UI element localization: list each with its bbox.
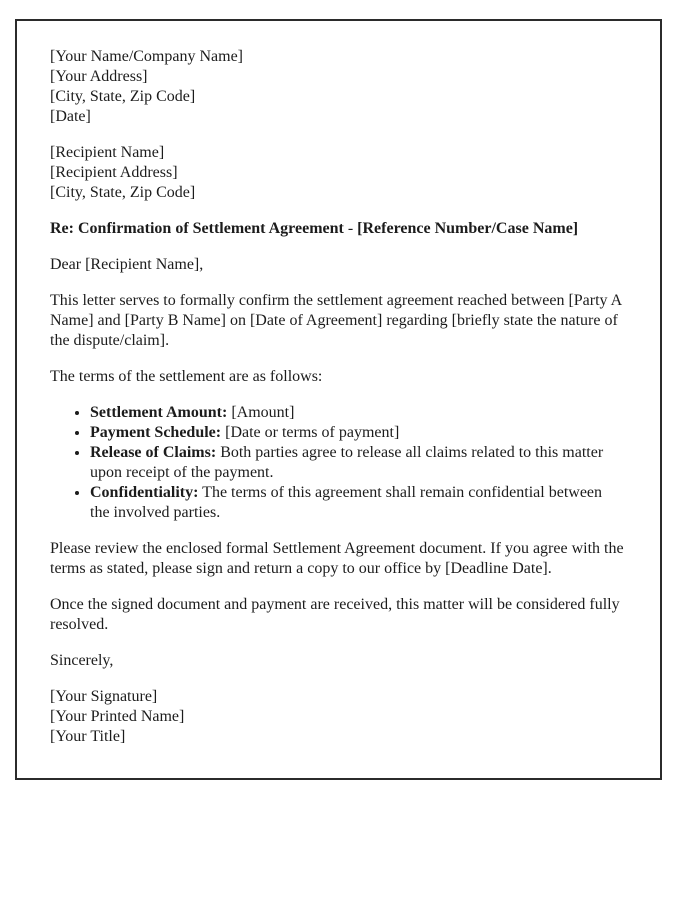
sender-address-line: [Your Address] bbox=[50, 68, 148, 85]
subject-reference: [Reference Number/Case Name] bbox=[357, 220, 579, 237]
intro-paragraph: This letter serves to formally confirm the settlement agreement reached between [Party A Name] and [Party B Name] on [Date of Agreement] regarding [briefly state the nature of the dispute/claim]. bbox=[50, 292, 622, 349]
term-text: [Date or terms of payment] bbox=[225, 424, 400, 441]
review-paragraph: Please review the enclosed formal Settlement Agreement document. If you agree with the terms as stated, please sign and return a copy to our office by [Deadline Date]. bbox=[50, 540, 624, 577]
sender-city-state-zip-line: [City, State, Zip Code] bbox=[50, 88, 196, 105]
sender-address-block bbox=[50, 47, 624, 127]
list-item-confidentiality bbox=[90, 483, 624, 523]
recipient-name-line: [Recipient Name] bbox=[50, 144, 165, 161]
term-text: [Amount] bbox=[231, 404, 295, 421]
term-text: Both parties agree to release all claims related to this matter upon receipt of the payment. bbox=[90, 444, 604, 481]
sign-off: Sincerely, bbox=[50, 652, 114, 669]
signature-line: [Your Signature] bbox=[50, 688, 158, 705]
recipient-address-line: [Recipient Address] bbox=[50, 164, 178, 181]
term-label: Release of Claims: bbox=[90, 444, 217, 461]
term-label: Payment Schedule: bbox=[90, 424, 222, 441]
subject-title: Re: Confirmation of Settlement Agreement bbox=[50, 220, 344, 237]
salutation: Dear [Recipient Name], bbox=[50, 256, 204, 273]
subject-separator: - bbox=[343, 220, 358, 237]
term-label: Settlement Amount: bbox=[90, 404, 228, 421]
recipient-city-state-zip-line: [City, State, Zip Code] bbox=[50, 184, 196, 201]
printed-name-line: [Your Printed Name] bbox=[50, 708, 185, 725]
list-item-release-of-claims bbox=[90, 443, 624, 483]
signature-block bbox=[50, 687, 624, 747]
term-label: Confidentiality: bbox=[90, 484, 199, 501]
subject-line bbox=[50, 219, 624, 239]
terms-intro-paragraph: The terms of the settlement are as follows: bbox=[50, 368, 323, 385]
sender-name-line: [Your Name/Company Name] bbox=[50, 48, 244, 65]
list-item-payment-schedule bbox=[90, 423, 624, 443]
closing-note-paragraph: Once the signed document and payment are received, this matter will be considered fully resolved. bbox=[50, 596, 620, 633]
title-line: [Your Title] bbox=[50, 728, 126, 745]
term-text: The terms of this agreement shall remain confidential between the involved parties. bbox=[90, 484, 603, 521]
date-line: [Date] bbox=[50, 108, 91, 125]
settlement-terms-list bbox=[50, 403, 624, 523]
list-item-settlement-amount bbox=[90, 403, 624, 423]
recipient-address-block bbox=[50, 143, 624, 203]
settlement-letter-document bbox=[15, 19, 662, 780]
